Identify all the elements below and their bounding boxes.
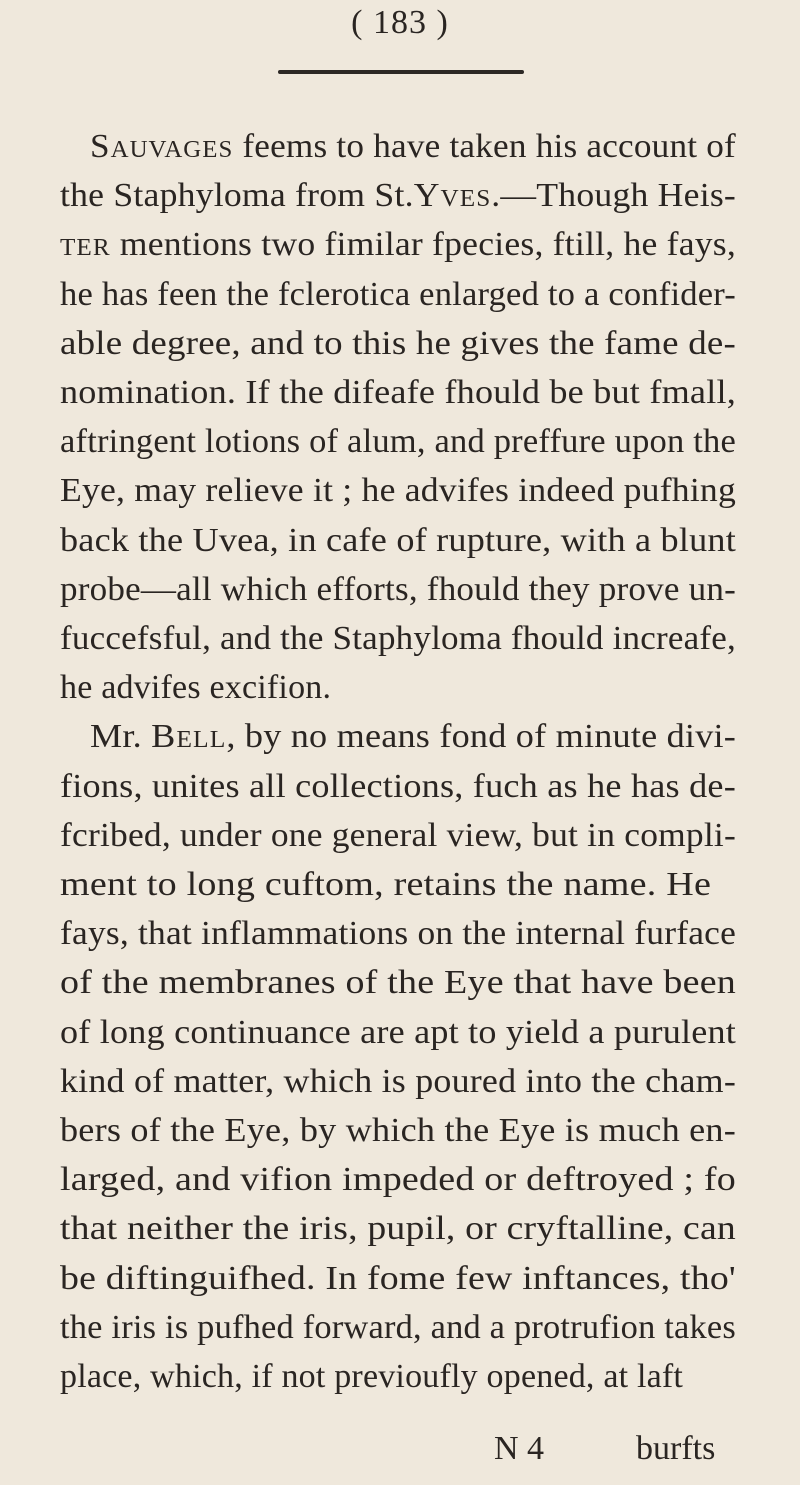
text-line bbox=[60, 667, 331, 709]
signature-mark: N 4 bbox=[494, 1430, 545, 1467]
text-line bbox=[60, 1208, 736, 1250]
text-line bbox=[60, 1110, 736, 1152]
text-line bbox=[60, 962, 736, 1004]
text-line bbox=[60, 864, 711, 906]
text-run: the iris is pufhed forward, and a protrufion takes bbox=[60, 1308, 736, 1346]
catchword: burfts bbox=[636, 1430, 716, 1467]
text-run: able degree, and to this he gives the fame de- bbox=[60, 324, 736, 362]
header-rule bbox=[278, 70, 524, 74]
text-line bbox=[60, 1258, 736, 1300]
text-line bbox=[90, 716, 736, 758]
text-run: fcribed, under one general view, but in compli- bbox=[60, 816, 736, 854]
text-run: larged, and vifion impeded or deftroyed ; fo bbox=[60, 1161, 737, 1199]
text-line bbox=[60, 323, 736, 365]
text-run: fions, unites all collections, fuch as he has de- bbox=[60, 767, 736, 805]
text-line bbox=[60, 520, 736, 562]
text-line bbox=[60, 815, 736, 857]
text-run: mentions two fimilar fpecies, ftill, he fays, bbox=[110, 226, 736, 264]
text-run: back the Uvea, in cafe of rupture, with a blunt bbox=[60, 521, 737, 559]
text-run: bers of the Eye, by which the Eye is much en- bbox=[60, 1112, 737, 1149]
page-number: ( 183 ) bbox=[351, 4, 449, 41]
text-run: be diftinguifhed. In fome few inftances, tho' bbox=[60, 1259, 736, 1297]
text-run: .—Though Heis- bbox=[491, 177, 737, 215]
text-run: nomination. If the difeafe fhould be but fmall, bbox=[60, 374, 736, 411]
text-line bbox=[90, 126, 736, 168]
text-line bbox=[60, 224, 736, 266]
text-line bbox=[60, 175, 736, 217]
text-run: aftringent lotions of alum, and preffure upon the bbox=[60, 423, 736, 461]
text-line bbox=[60, 766, 736, 808]
text-line bbox=[60, 913, 736, 955]
text-line bbox=[60, 618, 736, 660]
text-run: the Staphyloma from St. bbox=[60, 177, 414, 215]
text-run: feems to have taken his account of bbox=[233, 128, 736, 165]
text-line bbox=[60, 1356, 683, 1398]
text-run: he has feen the fclerotica enlarged to a confider- bbox=[60, 275, 737, 313]
text-run: fays, that inflammations on the internal furface bbox=[60, 915, 737, 953]
text-run: of long continuance are apt to yield a purulent bbox=[60, 1013, 737, 1051]
text-line bbox=[60, 372, 736, 414]
text-run: ment to long cuftom, retains the name. He bbox=[60, 866, 712, 903]
text-run: , by no means fond of minute divi- bbox=[226, 718, 737, 756]
text-run: of the membranes of the Eye that have been bbox=[60, 964, 737, 1002]
text-run: Mr. bbox=[90, 718, 152, 756]
small-caps-name: Yves bbox=[413, 177, 492, 215]
text-line bbox=[60, 569, 736, 611]
text-run: he advifes excifion. bbox=[60, 669, 332, 707]
text-run: that neither the iris, pupil, or cryftalline, can bbox=[60, 1210, 736, 1248]
text-line bbox=[60, 274, 736, 316]
text-line bbox=[60, 1012, 736, 1054]
text-run: place, which, if not previoufly opened, at laft bbox=[60, 1358, 684, 1395]
text-run: probe—all which efforts, fhould they prove un- bbox=[60, 570, 737, 608]
small-caps-name: ter bbox=[60, 226, 111, 264]
small-caps-name: Sauvages bbox=[90, 128, 234, 165]
text-line bbox=[60, 421, 736, 463]
text-run: kind of matter, which is poured into the cham- bbox=[60, 1062, 737, 1100]
text-run: Eye, may relieve it ; he advifes indeed pufhing bbox=[60, 472, 737, 510]
small-caps-name: Bell bbox=[151, 718, 227, 756]
text-line bbox=[60, 1061, 736, 1103]
text-line bbox=[60, 1307, 736, 1349]
text-line bbox=[60, 470, 736, 512]
text-run: fuccefsful, and the Staphyloma fhould increafe, bbox=[60, 620, 736, 657]
text-line bbox=[60, 1159, 736, 1201]
